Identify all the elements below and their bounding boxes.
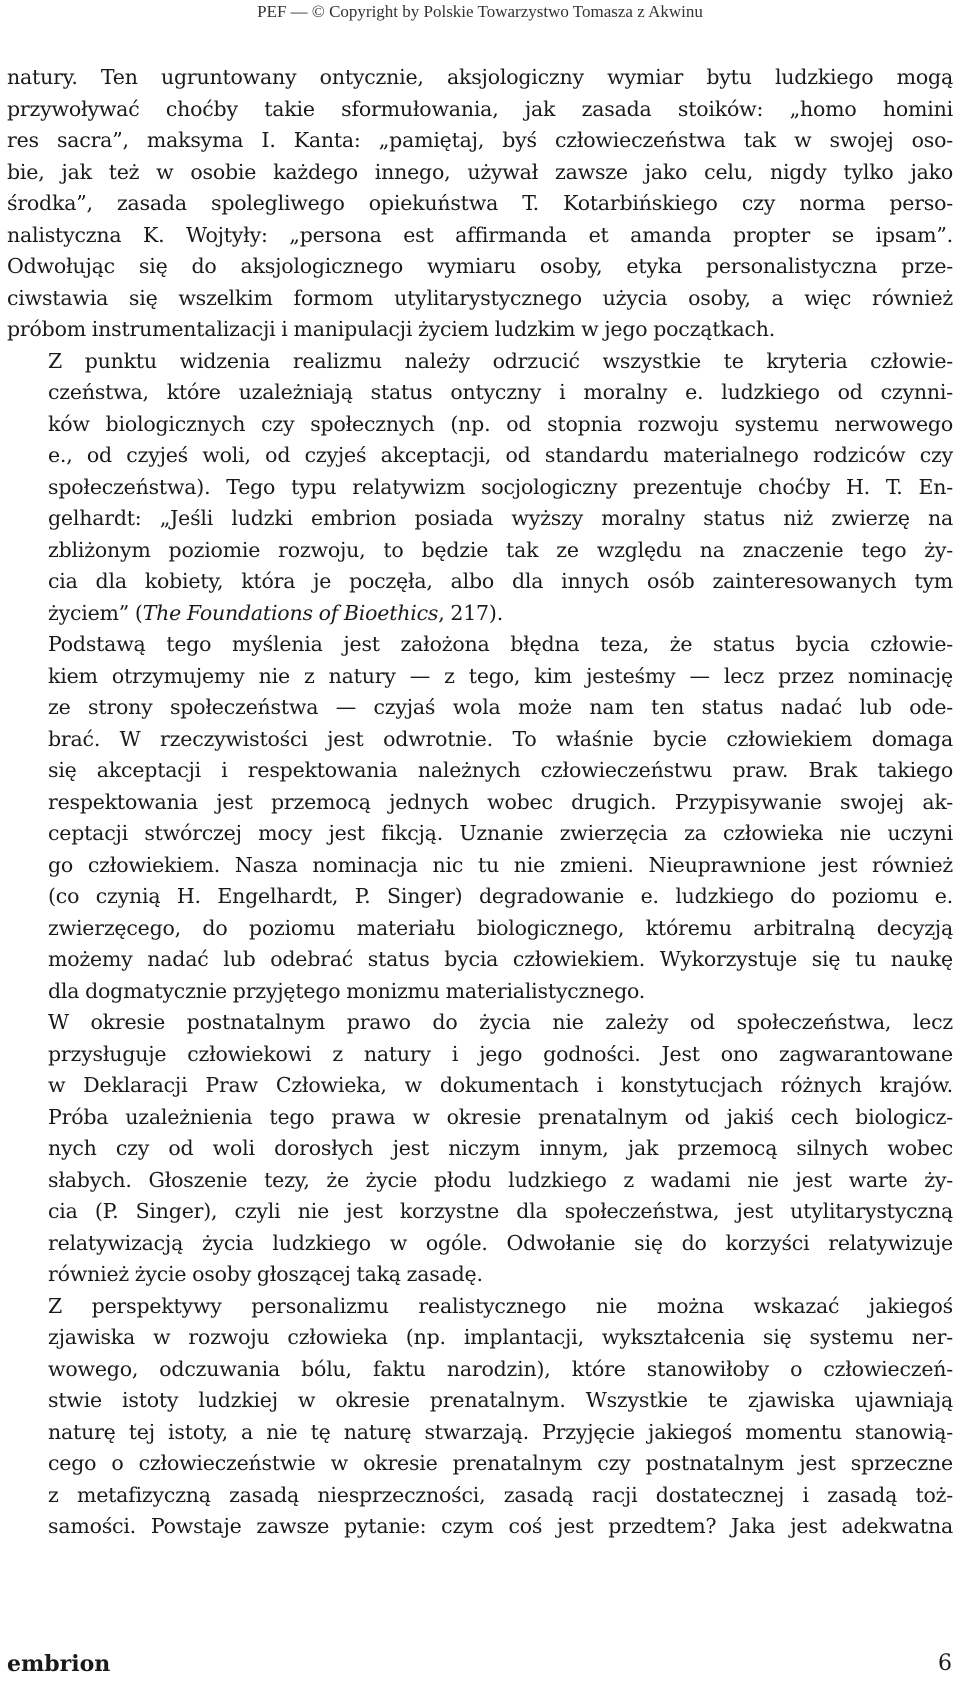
text-line: wowego, odczuwania bólu, faktu narodzin), które stanowiłoby o człowieczeń- xyxy=(48,1356,953,1381)
footer-page-number: 6 xyxy=(938,1651,952,1676)
text-line: Próba uzależnienia tego prawa w okresie prenatalnym od jakiś cech biologicz- xyxy=(48,1104,953,1129)
text-line: relatywizacją życia ludzkiego w ogóle. Odwołanie się do korzyści relatywizuje xyxy=(48,1230,953,1255)
text-line: naturę tej istoty, a nie tę naturę stwarzają. Przyjęcie jakiegoś momentu stanowią- xyxy=(48,1419,953,1444)
text-line: z metafizyczną zasadą niesprzeczności, zasadą racji dostatecznej i zasadą toż- xyxy=(48,1482,953,1507)
text-line: res sacra”, maksyma I. Kanta: „pamiętaj, byś człowieczeństwa tak w swojej oso- xyxy=(7,128,953,152)
book-title: The Foundations of Bioethics xyxy=(142,600,439,625)
paragraph xyxy=(7,629,953,1007)
text-line: cia (P. Singer), czyli nie jest korzystne dla społeczeństwa, jest utylitarystyczną xyxy=(48,1199,953,1223)
text-line: w Deklaracji Praw Człowieka, w dokumentach i konstytucjach różnych krajów. xyxy=(48,1073,953,1097)
text-line: się akceptacji i respektowania należnych człowieczeństwu praw. Brak takiego xyxy=(48,758,953,782)
paragraph xyxy=(7,62,953,346)
text-line: możemy nadać lub odebrać status bycia człowiekiem. Wykorzystuje się tu naukę xyxy=(48,947,953,971)
text-line: Odwołując się do aksjologicznego wymiaru osoby, etyka personalistyczna prze- xyxy=(7,254,953,278)
text-line: Z punktu widzenia realizmu należy odrzucić wszystkie te kryteria człowie- xyxy=(48,348,953,373)
text-line: respektowania jest przemocą jednych wobec drugich. Przypisywanie swojej ak- xyxy=(48,789,953,814)
text-line: nalistyczna K. Wojtyły: „persona est affirmanda et amanda propter se ipsam”. xyxy=(7,222,953,247)
text-line: Podstawą tego myślenia jest założona błędna teza, że status bycia człowie- xyxy=(48,632,953,656)
text-line: ze strony społeczeństwa — czyjaś wola może nam ten status nadać lub ode- xyxy=(48,695,953,719)
text-line: życiem” (The Foundations of Bioethics, 217). xyxy=(48,600,504,625)
text-line: (co czynią H. Engelhardt, P. Singer) degradowanie e. ludzkiego do poziomu e. xyxy=(48,884,953,908)
text-line: przysługuje człowiekowi z natury i jego godności. Jest ono zagwarantowane xyxy=(48,1041,953,1066)
text-line: stwie istoty ludzkiej w okresie prenatalnym. Wszystkie te zjawiska ujawniają xyxy=(48,1388,953,1412)
page-header: PEF — © Copyright by Polskie Towarzystwo Tomasza z Akwinu xyxy=(257,2,703,21)
text-line: środka”, zasada spolegliwego opiekuństwa T. Kotarbińskiego czy norma perso- xyxy=(7,191,953,215)
text-line: nych czy od woli dorosłych jest niczym innym, jak przemocą silnych wobec xyxy=(48,1136,953,1160)
text-line: natury. Ten ugruntowany ontycznie, aksjologiczny wymiar bytu ludzkiego mogą xyxy=(7,65,953,89)
text-line: cego o człowieczeństwie w okresie prenatalnym czy postnatalnym jest sprzeczne xyxy=(48,1451,953,1475)
text-line: samości. Powstaje zawsze pytanie: czym coś jest przedtem? Jaka jest adekwatna xyxy=(48,1514,953,1538)
text-line: e., od czyjeś woli, od czyjeś akceptacji, od standardu materialnego rodziców czy xyxy=(48,443,953,467)
footer-entry-title: embrion xyxy=(7,1651,111,1677)
text-line: ciwstawia się wszelkim formom utylitarystycznego użycia osoby, a więc również xyxy=(7,285,953,310)
text-line: bie, jak też w osobie każdego innego, używał zawsze jako celu, nigdy tylko jako xyxy=(7,159,953,184)
text-line: ków biologicznych czy społecznych (np. od stopnia rozwoju systemu nerwowego xyxy=(48,411,953,436)
text-line: go człowiekiem. Nasza nominacja nic tu nie zmieni. Nieuprawnione jest również xyxy=(48,852,953,877)
text-line: czeństwa, które uzależniają status ontyczny i moralny e. ludzkiego od czynni- xyxy=(48,380,953,404)
text-line: przywoływać choćby takie sformułowania, jak zasada stoików: „homo homini xyxy=(7,96,953,121)
text-line: słabych. Głoszenie tezy, że życie płodu ludzkiego z wadami nie jest warte ży- xyxy=(48,1167,953,1192)
text-line: W okresie postnatalnym prawo do życia nie zależy od społeczeństwa, lecz xyxy=(48,1010,953,1034)
paragraph xyxy=(7,346,953,630)
text-line: zbliżonym poziomie rozwoju, to będzie tak ze względu na znaczenie tego ży- xyxy=(48,537,953,562)
text-line: kiem otrzymujemy nie z natury — z tego, kim jesteśmy — lecz przez nominację xyxy=(48,663,953,688)
text-line: próbom instrumentalizacji i manipulacji życiem ludzkim w jego początkach. xyxy=(7,317,776,341)
text-line: brać. W rzeczywistości jest odwrotnie. To właśnie bycie człowiekiem domaga xyxy=(48,726,953,751)
text-line: również życie osoby głoszącej taką zasadę. xyxy=(48,1262,483,1286)
article-body xyxy=(7,62,953,1543)
text-line: Z perspektywy personalizmu realistycznego nie można wskazać jakiegoś xyxy=(48,1293,953,1318)
text-line: dla dogmatycznie przyjętego monizmu materialistycznego. xyxy=(48,978,646,1003)
text-line: cia dla kobiety, która je poczęła, albo dla innych osób zainteresowanych tym xyxy=(48,569,953,593)
text-line: społeczeństwa). Tego typu relatywizm socjologiczny prezentuje choćby H. T. En- xyxy=(48,474,953,499)
text-line: zjawiska w rozwoju człowieka (np. implantacji, wykształcenia się systemu ner- xyxy=(48,1325,953,1349)
text-line: gelhardt: „Jeśli ludzki embrion posiada wyższy moralny status niż zwierzę na xyxy=(48,506,953,530)
text-line: ceptacji stwórczej mocy jest fikcją. Uznanie zwierzęcia za człowieka nie uczyni xyxy=(48,821,953,845)
text-line: zwierzęcego, do poziomu materiału biologicznego, któremu arbitralną decyzją xyxy=(48,915,953,940)
paragraph xyxy=(7,1291,953,1543)
paragraph xyxy=(7,1007,953,1291)
